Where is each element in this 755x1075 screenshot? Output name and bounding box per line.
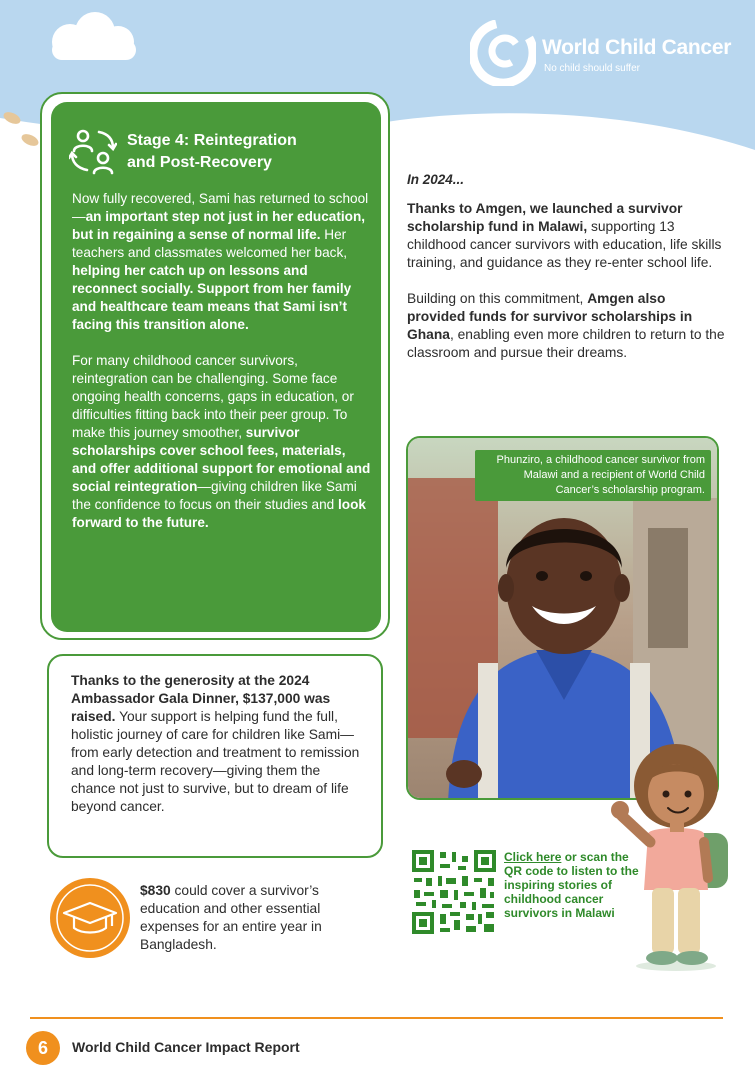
cost-statement	[140, 882, 370, 954]
year-label: In 2024...	[407, 172, 465, 187]
text-run: Your support is helping fund the full, holistic journey of care for children like Sami—from early detection and treatment to remission and long-term recovery—giving them the chance not just to survive, but to dream of life beyond cancer.	[71, 709, 360, 814]
stage-4-panel	[51, 102, 381, 632]
stage-paragraph-2	[72, 352, 372, 532]
text-run-bold: helping her catch up on lessons and reconnect socially. Support from her family and healthcare team means that Sami isn’t facing this transition alone.	[72, 263, 352, 332]
graduation-cap-badge	[50, 878, 130, 958]
text-run: supporting 13 childhood cancer survivors with education, life skills training, and guidance as they re-enter school life.	[407, 219, 722, 270]
graduation-cap-icon	[50, 878, 130, 958]
text-run-bold: an important step not just in her education, but in regaining a sense of normal life.	[72, 209, 366, 242]
footer-title: World Child Cancer Impact Report	[72, 1039, 300, 1055]
qr-instructions: or scan the QR code to listen to the inspiring stories of childhood cancer survivors in Malawi	[504, 850, 639, 920]
stage-paragraph-1	[72, 190, 372, 334]
text-run: Now fully recovered, Sami has returned to school—	[72, 191, 369, 224]
page-number-badge: 6	[26, 1031, 60, 1065]
logo-tagline: No child should suffer	[544, 63, 640, 74]
cloud-icon	[40, 10, 145, 65]
stage-title-line-1: Stage 4: Reintegration	[127, 132, 297, 149]
stage-body	[72, 190, 372, 550]
text-run: , enabling even more children to return to the classroom and pursue their dreams.	[407, 327, 725, 360]
qr-code-icon[interactable]	[410, 848, 498, 936]
amgen-paragraph-2	[407, 290, 725, 362]
text-run-bold: survivor scholarships cover school fees, materials, and offer additional support for emotional and social reintegration	[72, 425, 371, 494]
waving-girl-illustration	[608, 738, 748, 973]
text-run-bold: Amgen also provided funds for survivor scholarships in Ghana	[407, 291, 693, 342]
text-run: Building on this commitment,	[407, 291, 588, 306]
photo-caption: Phunziro, a childhood cancer survivor from Malawi and a recipient of World Child Cancer’s scholarship program.	[475, 450, 711, 501]
world-child-cancer-logo[interactable]	[470, 20, 740, 86]
people-cycle-icon	[69, 126, 117, 176]
text-run: —giving children like Sami the confidence to focus on their studies and	[72, 479, 357, 512]
stage-title	[127, 130, 367, 174]
stage-4-card	[40, 92, 390, 640]
gala-dinner-card	[47, 654, 383, 858]
gala-text	[71, 672, 367, 816]
amgen-text	[407, 200, 725, 380]
text-run-bold: Thanks to the generosity at the 2024 Ambassador Gala Dinner, $137,000 was raised.	[71, 673, 331, 724]
footer-divider	[30, 1017, 723, 1019]
text-run-bold: $830	[140, 883, 171, 898]
amgen-paragraph-1	[407, 200, 725, 272]
text-run: Her teachers and classmates welcomed her back,	[72, 227, 348, 260]
stage-title-line-2: and Post-Recovery	[127, 154, 272, 171]
logo-name: World Child Cancer	[542, 36, 732, 59]
click-here-link[interactable]: Click here	[504, 850, 562, 864]
text-run-bold: Thanks to Amgen, we launched a survivor scholarship fund in Malawi,	[407, 201, 683, 234]
logo-mark-icon	[470, 20, 536, 86]
text-run-bold: look forward to the future.	[72, 497, 366, 530]
text-run: For many childhood cancer survivors, reintegration can be challenging. Some face ongoing health concerns, gaps in education, or difficulties fitting back into their peer group. To make this journey smoother,	[72, 353, 354, 440]
text-run: could cover a survivor’s education and other essential expenses for an entire year in Bangladesh.	[140, 883, 322, 952]
